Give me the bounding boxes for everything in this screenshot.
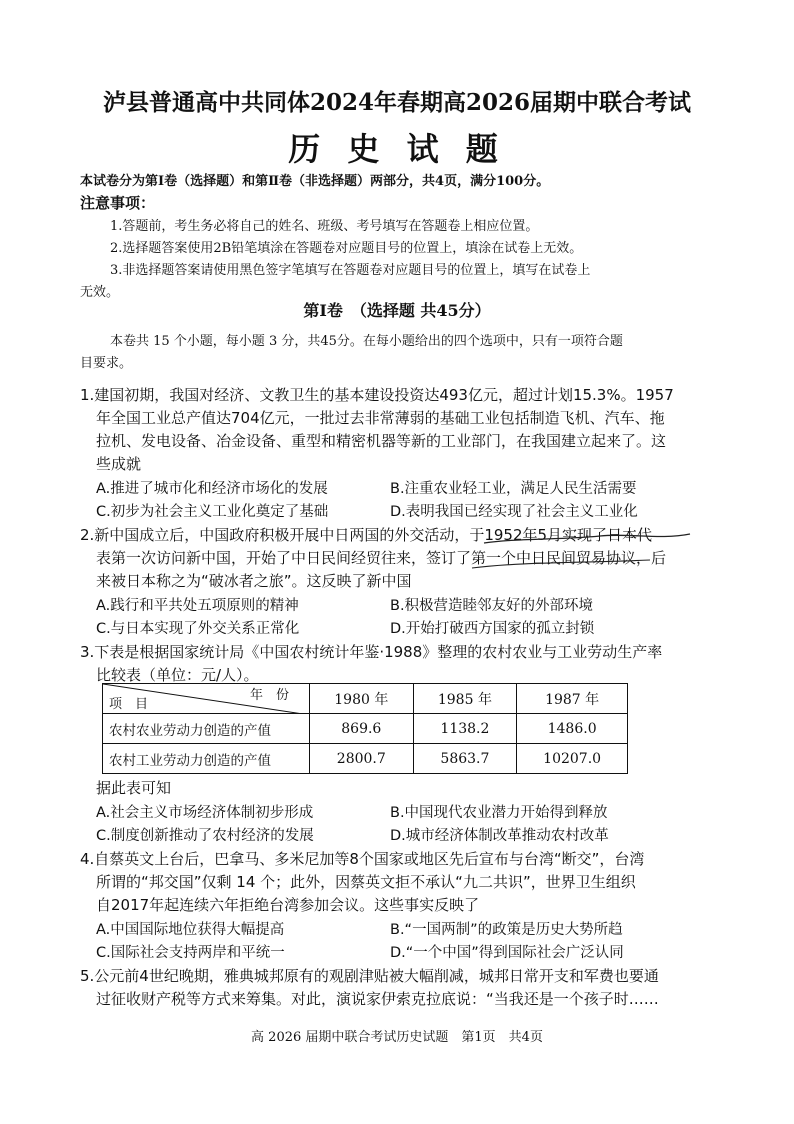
intro-line: 本试卷分为第Ⅰ卷（选择题）和第Ⅱ卷（非选择题）两部分，共4页，满分100分。 [80, 174, 550, 189]
table-cell: 1138.2 [413, 714, 517, 744]
question-3-stem: 据此表可知 [96, 779, 172, 797]
question-5-stem: 过征收财产税等方式来筹集。对此，演说家伊索克拉底说：“当我还是一个孩子时…… [96, 990, 659, 1008]
question-4-stem: 自2017年起连续六年拒绝台湾参加会议。这些事实反映了 [96, 896, 480, 914]
question-3-option-d[interactable]: D.城市经济体制改革推动农村改革 [390, 828, 609, 844]
question-5-stem: 5.公元前4世纪晚期，雅典城邦原有的观剧津贴被大幅削减，城邦日常开支和军费也要通 [80, 967, 659, 985]
question-3-option-c[interactable]: C.制度创新推动了农村经济的发展 [96, 828, 314, 844]
question-1-stem: 些成就 [96, 455, 142, 473]
table-header-cell: 1985 年 [413, 684, 517, 714]
question-2-stem: 表第一次访问新中国，开始了中日民间经贸往来，签订了第一个中日民间贸易协议，后 [96, 549, 667, 567]
table-cell: 869.6 [310, 714, 414, 744]
table-cell: 1486.0 [517, 714, 628, 744]
question-1-stem: 年全国工业总产值达704亿元，一批过去非常薄弱的基础工业包括制造飞机、汽车、拖 [96, 409, 665, 427]
table-header-row [103, 684, 628, 714]
question-2-option-d[interactable]: D.开始打破西方国家的孤立封锁 [390, 621, 595, 637]
table-row-label: 农村农业劳动力创造的产值 [103, 714, 310, 744]
question-2-option-c[interactable]: C.与日本实现了外交关系正常化 [96, 621, 300, 637]
notice-label: 注意事项： [80, 194, 156, 212]
page-footer: 高 2026 届期中联合考试历史试题 第1页 共4页 [251, 1030, 543, 1045]
question-2-option-a[interactable]: A.践行和平共处五项原则的精神 [96, 598, 299, 614]
table-corner-cell [103, 684, 310, 714]
notice-item-2: 2.选择题答案使用2B铅笔填涂在答题卷对应题目号的位置上，填涂在试卷上无效。 [110, 241, 583, 256]
question-4-stem: 所谓的“邦交国”仅剩 14 个；此外，因蔡英文拒不承认“九二共识”，世界卫生组织 [96, 873, 636, 891]
corner-bottom-label: 项 目 [109, 697, 149, 712]
question-1-option-a[interactable]: A.推进了城市化和经济市场化的发展 [96, 481, 328, 497]
question-2-option-b[interactable]: B.积极营造睦邻友好的外部环境 [390, 598, 594, 614]
productivity-table [102, 683, 628, 774]
question-4-option-b[interactable]: B.“一国两制”的政策是历史大势所趋 [390, 922, 623, 938]
exam-title: 泸县普通高中共同体2024年春期高2026届期中联合考试 [102, 89, 692, 116]
table-cell: 5863.7 [413, 744, 517, 774]
question-4-option-d[interactable]: D.“一个中国”得到国际社会广泛认同 [390, 945, 624, 961]
question-1-option-c[interactable]: C.初步为社会主义工业化奠定了基础 [96, 504, 329, 520]
table-row [103, 714, 628, 744]
corner-top-label: 年 份 [249, 688, 289, 703]
table-header-cell: 1987 年 [517, 684, 628, 714]
question-3-option-b[interactable]: B.中国现代农业潜力开始得到释放 [390, 805, 608, 821]
section-title: 第Ⅰ卷 （选择题 共45分） [303, 301, 491, 320]
question-2-stem: 2.新中国成立后，中国政府积极开展中日两国的外交活动，于1952年5月实现了日本代 [80, 526, 653, 544]
notice-item-3: 3.非选择题答案请使用黑色签字笔填写在答题卷对应题目号的位置上，填写在试卷上 [110, 263, 591, 278]
table-row-label: 农村工业劳动力创造的产值 [103, 744, 310, 774]
notice-item-3-cont: 无效。 [80, 285, 120, 300]
question-1-option-d[interactable]: D.表明我国已经实现了社会主义工业化 [390, 504, 638, 520]
question-3-stem: 比较表（单位：元/人）。 [96, 666, 259, 684]
question-1-stem: 拉机、发电设备、冶金设备、重型和精密机器等新的工业部门，在我国建立起来了。这 [96, 432, 667, 450]
question-1-stem: 1.建国初期，我国对经济、文教卫生的基本建设投资达493亿元，超过计划15.3%。1957 [80, 386, 674, 404]
section-desc: 本卷共 15 个小题，每小题 3 分，共45分。在每小题给出的四个选项中，只有一项符合题 [110, 334, 623, 349]
question-3-stem: 3.下表是根据国家统计局《中国农村统计年鉴·1988》整理的农村农业与工业劳动生产率 [80, 643, 663, 661]
section-desc-cont: 目要求。 [80, 356, 133, 371]
question-1-option-b[interactable]: B.注重农业轻工业，满足人民生活需要 [390, 481, 637, 497]
question-4-option-c[interactable]: C.国际社会支持两岸和平统一 [96, 945, 285, 961]
table-row [103, 744, 628, 774]
table-cell: 2800.7 [310, 744, 414, 774]
exam-subject-title: 历 史 试 题 [288, 130, 506, 168]
table-header-cell: 1980 年 [310, 684, 414, 714]
notice-item-1: 1.答题前，考生务必将自己的姓名、班级、考号填写在答题卷上相应位置。 [110, 219, 539, 234]
table-cell: 10207.0 [517, 744, 628, 774]
question-2-stem: 来被日本称之为“破冰者之旅”。这反映了新中国 [96, 572, 412, 590]
question-3-option-a[interactable]: A.社会主义市场经济体制初步形成 [96, 805, 314, 821]
question-4-stem: 4.自蔡英文上台后，巴拿马、多米尼加等8个国家或地区先后宣布与台湾“断交”，台湾 [80, 850, 645, 868]
question-4-option-a[interactable]: A.中国国际地位获得大幅提高 [96, 922, 285, 938]
